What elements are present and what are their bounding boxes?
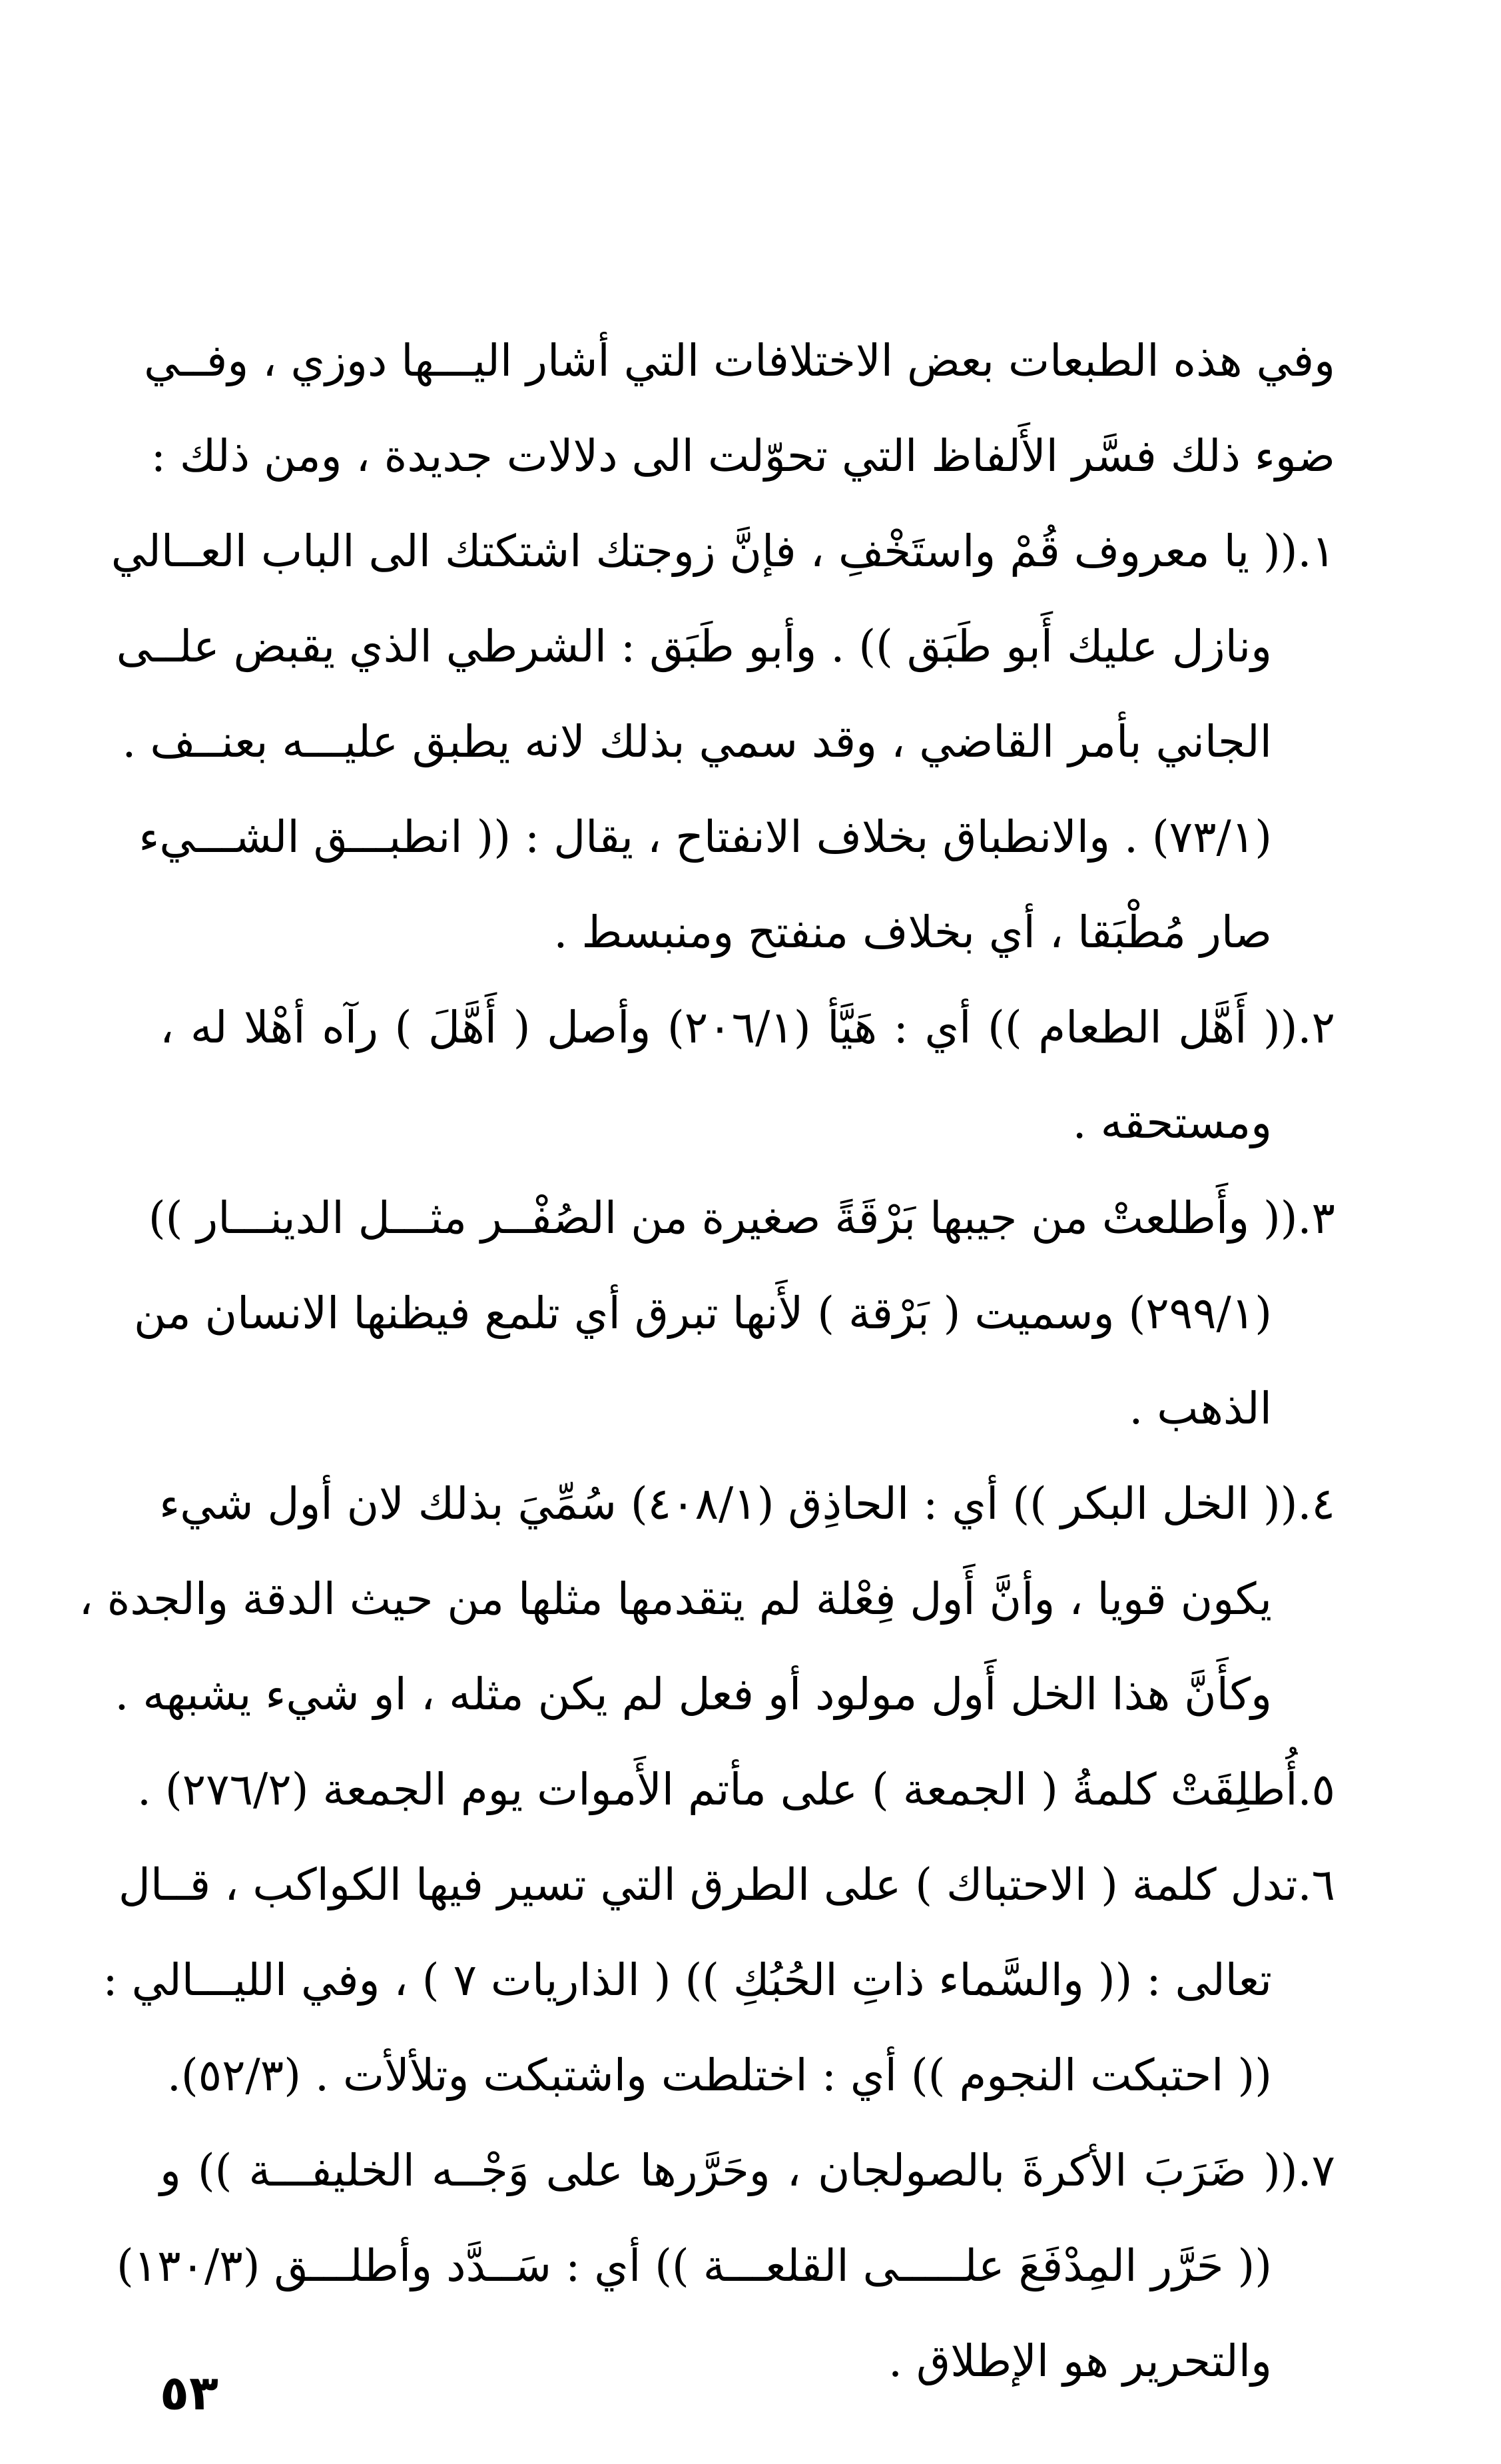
text-line: وكأَنَّ هذا الخل أَول مولود أو فعل لم يكن مثله ، او شيء يشبهه . (115, 1669, 1272, 1720)
text-line: (( حَرَّر المِدْفَعَ علـــــى القلعـــة )) أي : سَــدَّد وأطلـــق (١٣٠/٣) (116, 2240, 1272, 2291)
text-line: ضوء ذلك فسَّر الأَلفاظ التي تحوّلت الى دلالات جديدة ، ومن ذلك : (150, 430, 1335, 482)
text-line: (٢٩٩/١) وسميت ( بَرْقة ) لأَنها تبرق أي تلمع فيظنها الانسان من (134, 1288, 1272, 1339)
text-line: ٦.تدل كلمة ( الاحتباك ) على الطرق التي تسير فيها الكواكب ، قــال (118, 1859, 1335, 1910)
text-line: ٧.(( ضَرَبَ الأكرةَ بالصولجان ، وحَرَّرها على وَجْــه الخليفـــة )) و (160, 2145, 1335, 2196)
text-line: يكون قويا ، وأنَّ أَول فِعْلة لم يتقدمها مثلها من حيث الدقة والجدة ، (79, 1573, 1272, 1625)
body-text (79, 313, 1335, 2409)
text-line: ٢.(( أَهَّل الطعام )) أي : هَيَّأ (٢٠٦/١) وأصل ( أَهَّلَ ) رآه أهْلا له ، (160, 1002, 1335, 1053)
text-line: الجاني بأمر القاضي ، وقد سمي بذلك لانه يطبق عليـــه بعنــف . (122, 716, 1272, 767)
text-line: ونازل عليك أَبو طَبَق )) . وأبو طَبَق : الشرطي الذي يقبض علــى (116, 621, 1272, 672)
text-line: ٣.(( وأَطلعتْ من جيبها بَرْقَةً صغيرة من الصُفْــر مثـــل الدينـــار )) (148, 1192, 1335, 1244)
text-line: (( احتبكت النجوم )) أي : اختلطت واشتبكت وتلألأت . (٥٢/٣). (166, 2050, 1272, 2101)
text-line: ١.(( يا معروف قُمْ واستَخْفِ ، فإنَّ زوجتك اشتكتك الى الباب العــالي (111, 526, 1335, 577)
text-line: ٤.(( الخل البكر )) أي : الحاذِق (٤٠٨/١) سُمِّيَ بذلك لان أول شيء (159, 1478, 1335, 1529)
text-line: والتحرير هو الإطلاق . (888, 2335, 1272, 2387)
text-line: ومستحقه . (1072, 1097, 1272, 1148)
text-line: ٥.أُطلِقَتْ كلمةُ ( الجمعة ) على مأتم الأَموات يوم الجمعة (٢٧٦/٢) . (137, 1764, 1335, 1815)
text-line: الذهب . (1129, 1383, 1272, 1434)
page-number: ٥٣ (160, 2365, 218, 2421)
text-line: صار مُطْبَقا ، أي بخلاف منفتح ومنبسط . (553, 907, 1272, 958)
text-line: (٧٣/١) . والانطباق بخلاف الانفتاح ، يقال : (( انطبـــق الشـــيء (139, 811, 1272, 863)
text-line: وفي هذه الطبعات بعض الاختلافات التي أشار اليـــها دوزي ، وفــي (144, 335, 1335, 386)
text-line: تعالى : (( والسَّماء ذاتِ الحُبُكِ )) ( الذاريات ٧ ) ، وفي الليـــالي : (103, 1954, 1272, 2006)
